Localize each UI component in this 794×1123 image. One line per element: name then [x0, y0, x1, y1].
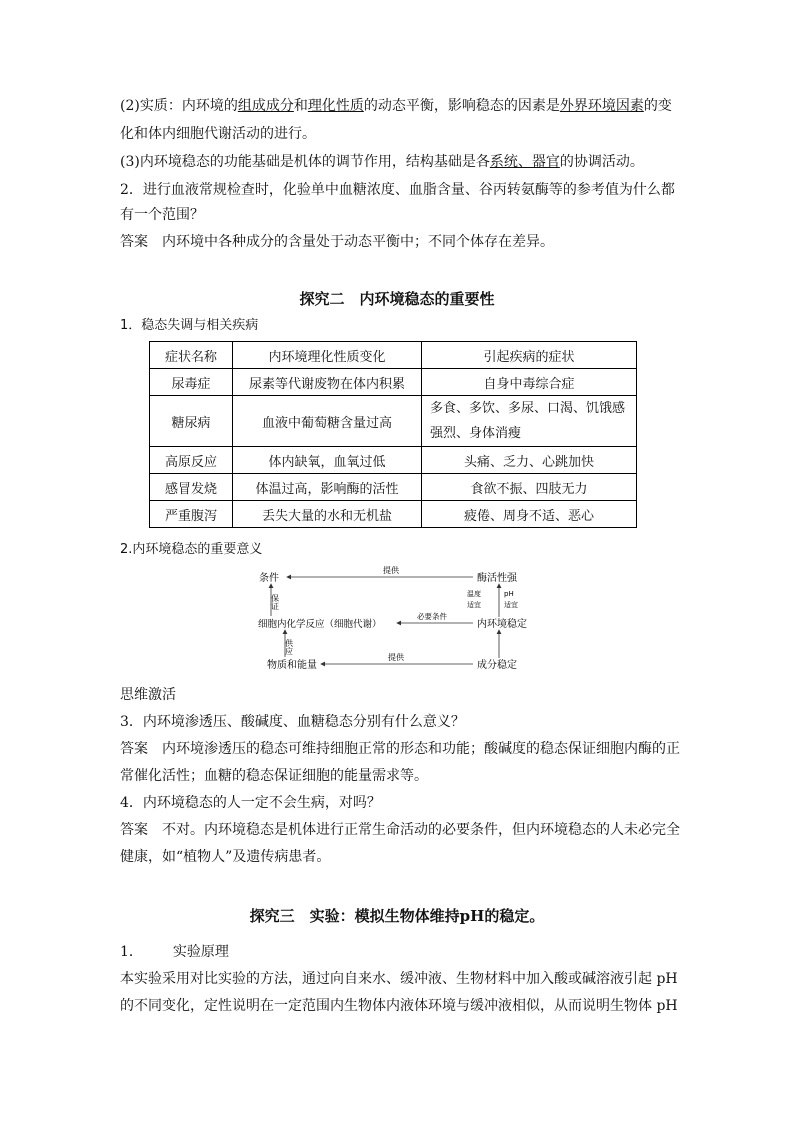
table-cell: 血液中葡萄糖含量过高	[233, 396, 422, 447]
diagram-node: 内环境稳定	[477, 619, 527, 630]
text: 的变	[643, 98, 672, 114]
paragraph-3	[120, 152, 644, 172]
text: 的协调活动。	[559, 154, 644, 170]
diagram-node: 条件	[259, 573, 279, 584]
underlined-term: 理化性质	[307, 98, 364, 114]
section-2-title: 探究二 内环境稳态的重要性	[299, 290, 495, 308]
table-cell: 尿素等代谢废物在体内积累	[233, 369, 422, 396]
table-row	[150, 501, 637, 528]
table-cell: 体内缺氧，血氧过低	[233, 447, 422, 474]
paragraph-2-line2: 化和体内细胞代谢活动的进行。	[120, 126, 316, 142]
paragraph-3-1-line1: 本实验采用对比实验的方法，通过向自来水、缓冲液、生物材料中加入酸或碱溶液引起 pH	[120, 971, 678, 987]
table-cell: 多食、多饮、多尿、口渴、饥饿感强烈、身体消瘦	[422, 396, 637, 447]
subsection-1-heading: 1．稳态失调与相关疾病	[120, 318, 259, 333]
underlined-term: 组成成分	[237, 98, 294, 114]
paragraph-2-line1	[120, 96, 672, 116]
subsection-2-heading: 2.内环境稳态的重要意义	[120, 542, 263, 557]
answer-3-line2: 常催化活性；血糖的稳态保证细胞的能量需求等。	[120, 768, 428, 784]
text: 和	[293, 98, 308, 114]
table-cell: 疲倦、周身不适、恶心	[422, 501, 637, 528]
diagram-node: 酶活性强	[477, 573, 517, 584]
diagram-edge-label: 提供	[383, 566, 399, 575]
table-row	[150, 474, 637, 501]
diagram-edge-label: 保证	[270, 594, 280, 610]
table-cell: 食欲不振、四肢无力	[422, 474, 637, 501]
question-4: 4．内环境稳态的人一定不会生病，对吗？	[120, 795, 381, 811]
diagram-edge-label: 供应	[284, 639, 294, 655]
table-cell: 丢失大量的水和无机盐	[233, 501, 422, 528]
diagram-edge-label: pH	[504, 590, 514, 598]
question-2-line2: 有一个范围？	[120, 207, 204, 223]
table-header-row	[150, 342, 637, 369]
table-row	[150, 447, 637, 474]
text: (2)实质：内环境的	[120, 98, 238, 114]
table-cell: 头痛、乏力、心跳加快	[422, 447, 637, 474]
section-3-title: 探究三 实验：模拟生物体维持pH的稳定。	[249, 907, 545, 925]
question-2-line1: 2．进行血液常规检查时，化验单中血糖浓度、血脂含量、谷丙转氨酶等的参考值为什么都	[120, 182, 675, 198]
underlined-term: 外界环境因素	[559, 98, 644, 114]
diagram-edge-label: 适宜	[467, 601, 481, 609]
diagram-node: 物质和能量	[267, 660, 317, 671]
answer-4-line2: 健康，如“植物人”及遗传病患者。	[120, 849, 331, 865]
question-3: 3．内环境渗透压、酸碱度、血糖稳态分别有什么意义？	[120, 714, 465, 730]
paragraph-3-1-line2: 的不同变化，定性说明在一定范围内生物体内液体环境与缓冲液相似，从而说明生物体 pH	[120, 998, 678, 1014]
diagram-node: 成分稳定	[477, 660, 517, 671]
diagram-node: 细胞内化学反应（细胞代谢）	[258, 619, 382, 630]
text: 的动态平衡，影响稳态的因素是	[363, 98, 560, 114]
disease-table	[149, 341, 637, 528]
table-header-cell: 症状名称	[150, 342, 233, 369]
think-title: 思维激活	[120, 687, 176, 703]
subsection-3-1-heading	[120, 942, 229, 962]
table-cell: 自身中毒综合症	[422, 369, 637, 396]
table-cell: 尿毒症	[150, 369, 233, 396]
answer-4-line1: 答案 不对。内环境稳态是机体进行正常生命活动的必要条件，但内环境稳态的人未必完全	[120, 822, 680, 838]
table-header-cell: 引起疾病的症状	[422, 342, 637, 369]
underlined-term: 系统、器官	[489, 154, 560, 170]
table-row	[150, 369, 637, 396]
table-header-cell: 内环境理化性质变化	[233, 342, 422, 369]
heading-number: 1．	[120, 944, 143, 960]
diagram-edge-label: 温度	[467, 590, 481, 598]
table-cell: 高原反应	[150, 447, 233, 474]
table-cell: 感冒发烧	[150, 474, 233, 501]
text: (3)内环境稳态的功能基础是机体的调节作用，结构基础是各	[120, 154, 490, 170]
table-cell: 体温过高，影响酶的活性	[233, 474, 422, 501]
answer-3-line1: 答案 内环境渗透压的稳态可维持细胞正常的形态和功能；酸碱度的稳态保证细胞内酶的正	[120, 741, 680, 757]
answer-2: 答案 内环境中各种成分的含量处于动态平衡中；不同个体存在差异。	[120, 234, 554, 250]
diagram-edge-label: 必要条件	[417, 612, 447, 621]
table-cell: 严重腹泻	[150, 501, 233, 528]
table-row	[150, 396, 637, 447]
heading-label: 实验原理	[172, 944, 229, 960]
diagram-edge-label: 提供	[388, 653, 404, 662]
homeostasis-diagram	[255, 563, 545, 673]
table-cell: 糖尿病	[150, 396, 233, 447]
diagram-edge-label: 适宜	[504, 601, 518, 609]
